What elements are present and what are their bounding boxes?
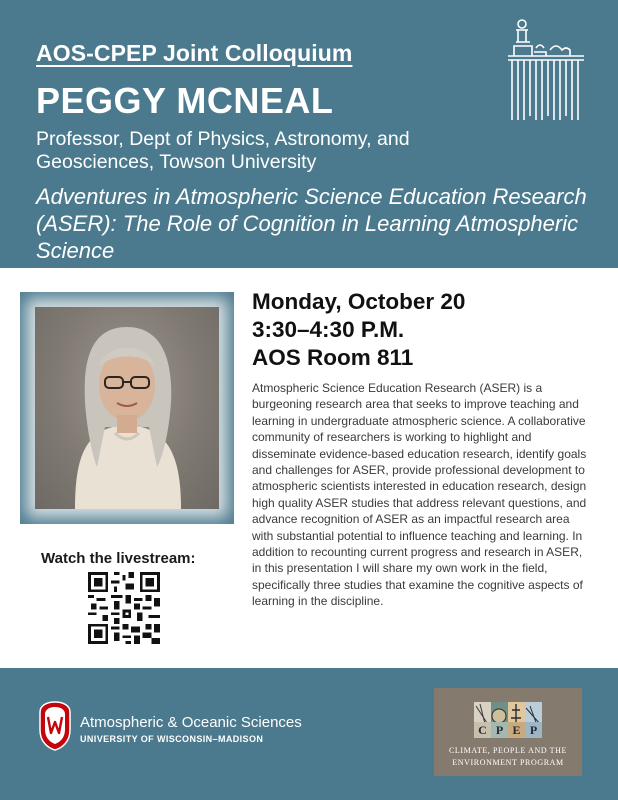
event-time: 3:30–4:30 P.M. — [252, 317, 405, 342]
cpep-tagline-2: ENVIRONMENT PROGRAM — [452, 758, 564, 767]
cpep-letters — [474, 722, 542, 738]
department-name: Atmospheric & Oceanic Sciences — [80, 714, 302, 731]
speaker-name: PEGGY MCNEAL — [36, 80, 334, 121]
uw-crest-icon — [38, 700, 72, 752]
speaker-photo-frame — [20, 292, 234, 524]
cpep-logo — [434, 688, 582, 776]
cpep-letter: P — [525, 722, 542, 738]
cpep-letter: C — [474, 722, 491, 738]
header-band — [0, 0, 618, 268]
speaker-affiliation: Professor, Dept of Physics, Astronomy, and Geosciences, Towson University — [36, 128, 410, 173]
event-date: Monday, October 20 — [252, 289, 466, 314]
building-tower-icon — [506, 16, 586, 120]
talk-title: Adventures in Atmospheric Science Education Research (ASER): The Role of Cognition in Learning Atmospheric Science — [36, 184, 587, 263]
cpep-letter: E — [508, 722, 525, 738]
livestream-label: Watch the livestream: — [41, 550, 196, 567]
event-room: AOS Room 811 — [252, 345, 414, 370]
qr-code-icon[interactable] — [88, 572, 160, 644]
university-name: UNIVERSITY OF WISCONSIN–MADISON — [80, 734, 264, 744]
cpep-tagline-1: CLIMATE, PEOPLE AND THE — [448, 746, 568, 755]
speaker-photo — [35, 307, 219, 509]
talk-abstract: Atmospheric Science Education Research (ASER) is a burgeoning research area that seeks to improve teaching and learning in undergraduate atmospheric science. A collaborative community of researchers is working to highlight and disseminate evidence-based education research, identify goals and challenges for ASER, provide professional development to atmospheric scientists interested in education research, design high quality ASER studies that address relevant questions, and advance recognition of ASER as an impactful research area with substantial potential to influence teaching and learning. In addition to recounting current progress and research in ASER, in this presentation I will share my own work in the field, specifically three studies that examine the cognitive aspects of learning in the discipline. — [252, 381, 587, 609]
footer-band — [0, 668, 618, 800]
series-title: AOS-CPEP Joint Colloquium — [36, 40, 353, 66]
cpep-letter: P — [491, 722, 508, 738]
